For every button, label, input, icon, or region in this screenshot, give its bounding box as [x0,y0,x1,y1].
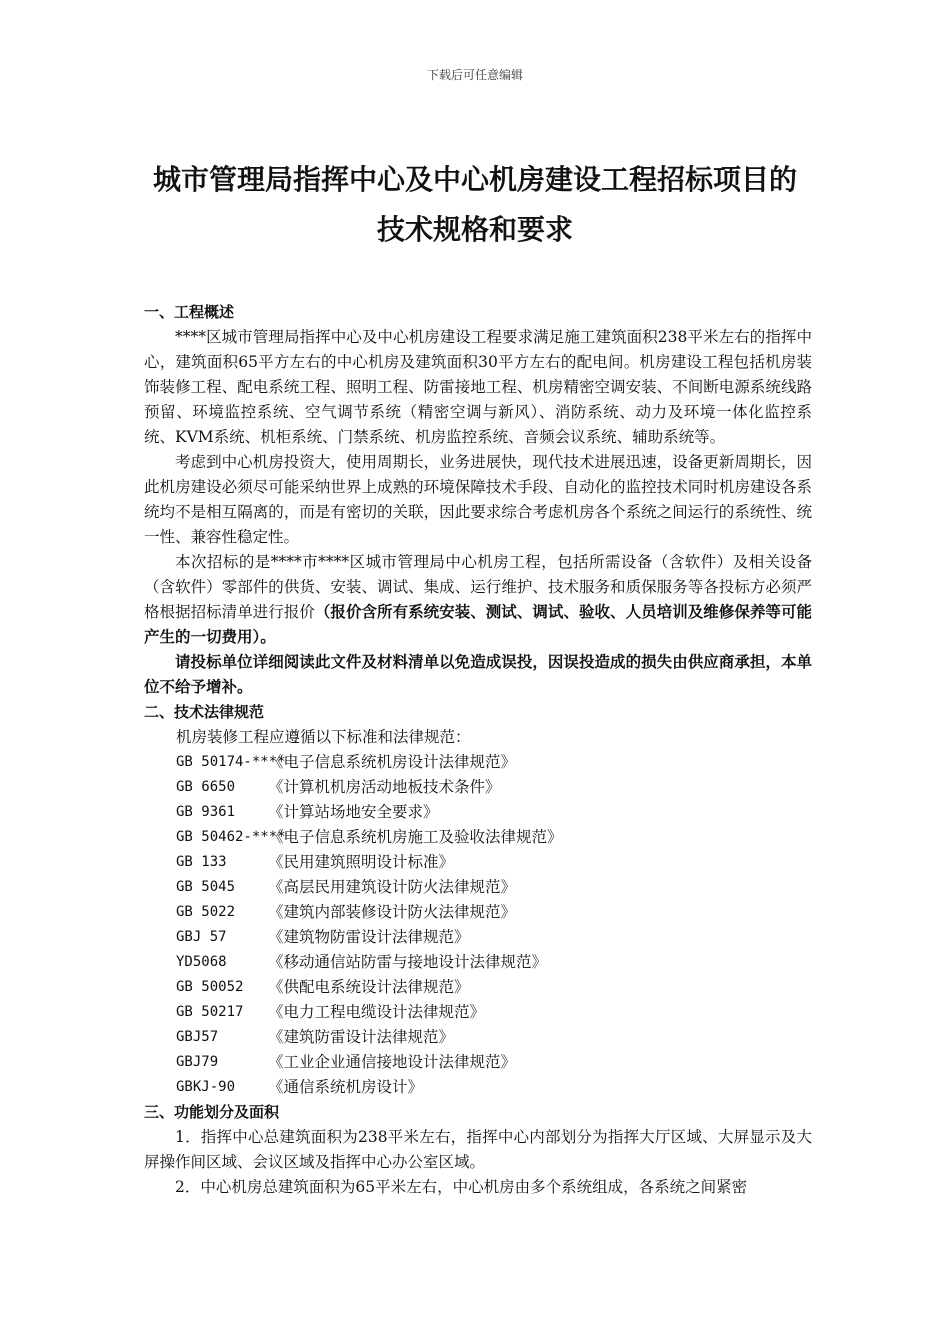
standard-code: GBJ79 [176,1054,219,1070]
standard-code: YD5068 [176,954,227,970]
standard-item [176,950,812,975]
section2-intro: 机房装修工程应遵循以下标准和法律规范： [176,728,471,746]
standard-name: 《工业企业通信接地设计法律规范》 [268,1053,517,1071]
standard-code: GB 50217 [176,1004,244,1020]
standard-item [176,1075,812,1100]
standard-code: GB 50052 [176,979,244,995]
standard-name: 《电子信息系统机房设计法律规范》 [268,753,517,771]
standard-item [176,750,812,775]
standard-code: GBKJ-90 [176,1079,236,1095]
standard-item [176,975,812,1000]
section3-heading: 三、功能划分及面积 [144,1103,280,1121]
standard-code: GBJ 57 [176,929,227,945]
standard-item [176,850,812,875]
section1-para2: 考虑到中心机房投资大，使用周期长，业务进展快，现代技术进展迅速，设备更新周期长，因此机房建设必须尽可能采纳世界上成熟的环境保障技术手段、自动化的监控技术同时机房建设各系统均不是相互隔离的，而是有密切的关联，因此要求综合考虑机房各个系统之间运行的系统性、统一性、兼容性稳定性。 [144,453,812,546]
standard-name: 《建筑防雷设计法律规范》 [268,1028,455,1046]
standard-name: 《高层民用建筑设计防火法律规范》 [268,878,517,896]
standard-item [176,1025,812,1050]
page-header-note: 下载后可任意编辑 [426,68,523,82]
standard-name: 《计算站场地安全要求》 [268,803,439,821]
standard-code: GB 5022 [176,904,236,920]
section1-heading: 一、工程概述 [144,303,235,321]
standard-item [176,875,812,900]
standard-name: 《供配电系统设计法律规范》 [268,978,470,996]
standards-list [144,750,812,1100]
standard-item [176,900,812,925]
section3-item1: 1．指挥中心总建筑面积为238平米左右，指挥中心内部划分为指挥大厅区域、大屏显示及大屏操作间区域、会议区域及指挥中心办公室区域。 [144,1128,812,1171]
standard-name: 《通信系统机房设计》 [268,1078,424,1096]
standard-code: GB 50174-**** [176,754,286,770]
standard-code: GB 50462-**** [176,829,286,845]
standard-item [176,1050,812,1075]
section1-para3-bold: （报价含所有系统安装、测试、调试、验收、人员培训及维修保养等可能产生的一切费用）。 [144,603,812,646]
document-body [144,300,812,1200]
document-title-line1: 城市管理局指挥中心及中心机房建设工程招标项目的 [152,163,797,196]
standard-code: GB 9361 [176,804,236,820]
standard-item [176,800,812,825]
standard-name: 《电力工程电缆设计法律规范》 [268,1003,486,1021]
standard-code: GB 5045 [176,879,236,895]
standard-name: 《计算机机房活动地板技术条件》 [268,778,501,796]
section1-para3 [144,550,812,650]
standard-name: 《电子信息系统机房施工及验收法律规范》 [268,828,563,846]
standard-code: GB 6650 [176,779,236,795]
standard-code: GBJ57 [176,1029,219,1045]
section3-item2: 2．中心机房总建筑面积为65平米左右，中心机房由多个系统组成，各系统之间紧密 [175,1178,748,1196]
standard-name: 《建筑内部装修设计防火法律规范》 [268,903,517,921]
document-title-line2: 技术规格和要求 [376,213,573,246]
section1-para1: ****区城市管理局指挥中心及中心机房建设工程要求满足施工建筑面积238平米左右的指挥中心，建筑面积65平方左右的中心机房及建筑面积30平方左右的配电间。机房建设工程包括机房装饰装修工程、配电系统工程、照明工程、防雷接地工程、机房精密空调安装、不间断电源系统线路预留、环境监控系统、空气调节系统（精密空调与新风）、消防系统、动力及环境一体化监控系统、KVM系统、机柜系统、门禁系统、机房监控系统、音频会议系统、辅助系统等。 [144,328,812,446]
section2-heading: 二、技术法律规范 [144,703,265,721]
standard-name: 《民用建筑照明设计标准》 [268,853,455,871]
standard-code: GB 133 [176,854,227,870]
section1-para4: 请投标单位详细阅读此文件及材料清单以免造成误投，因误投造成的损失由供应商承担，本单位不给予增补。 [144,653,812,696]
standard-item [176,775,812,800]
standard-name: 《移动通信站防雷与接地设计法律规范》 [268,953,548,971]
standard-item [176,925,812,950]
standard-item [176,1000,812,1025]
section1-para3-text: 本次招标的是****市****区城市管理局中心机房工程，包括所需设备（含软件）及相关设备（含软件）零部件的供货、安装、调试、集成、运行维护、技术服务和质保服务等各投标方必须严格根据招标清单进行报价 [144,553,812,621]
standard-item [176,825,812,850]
standard-name: 《建筑物防雷设计法律规范》 [268,928,470,946]
